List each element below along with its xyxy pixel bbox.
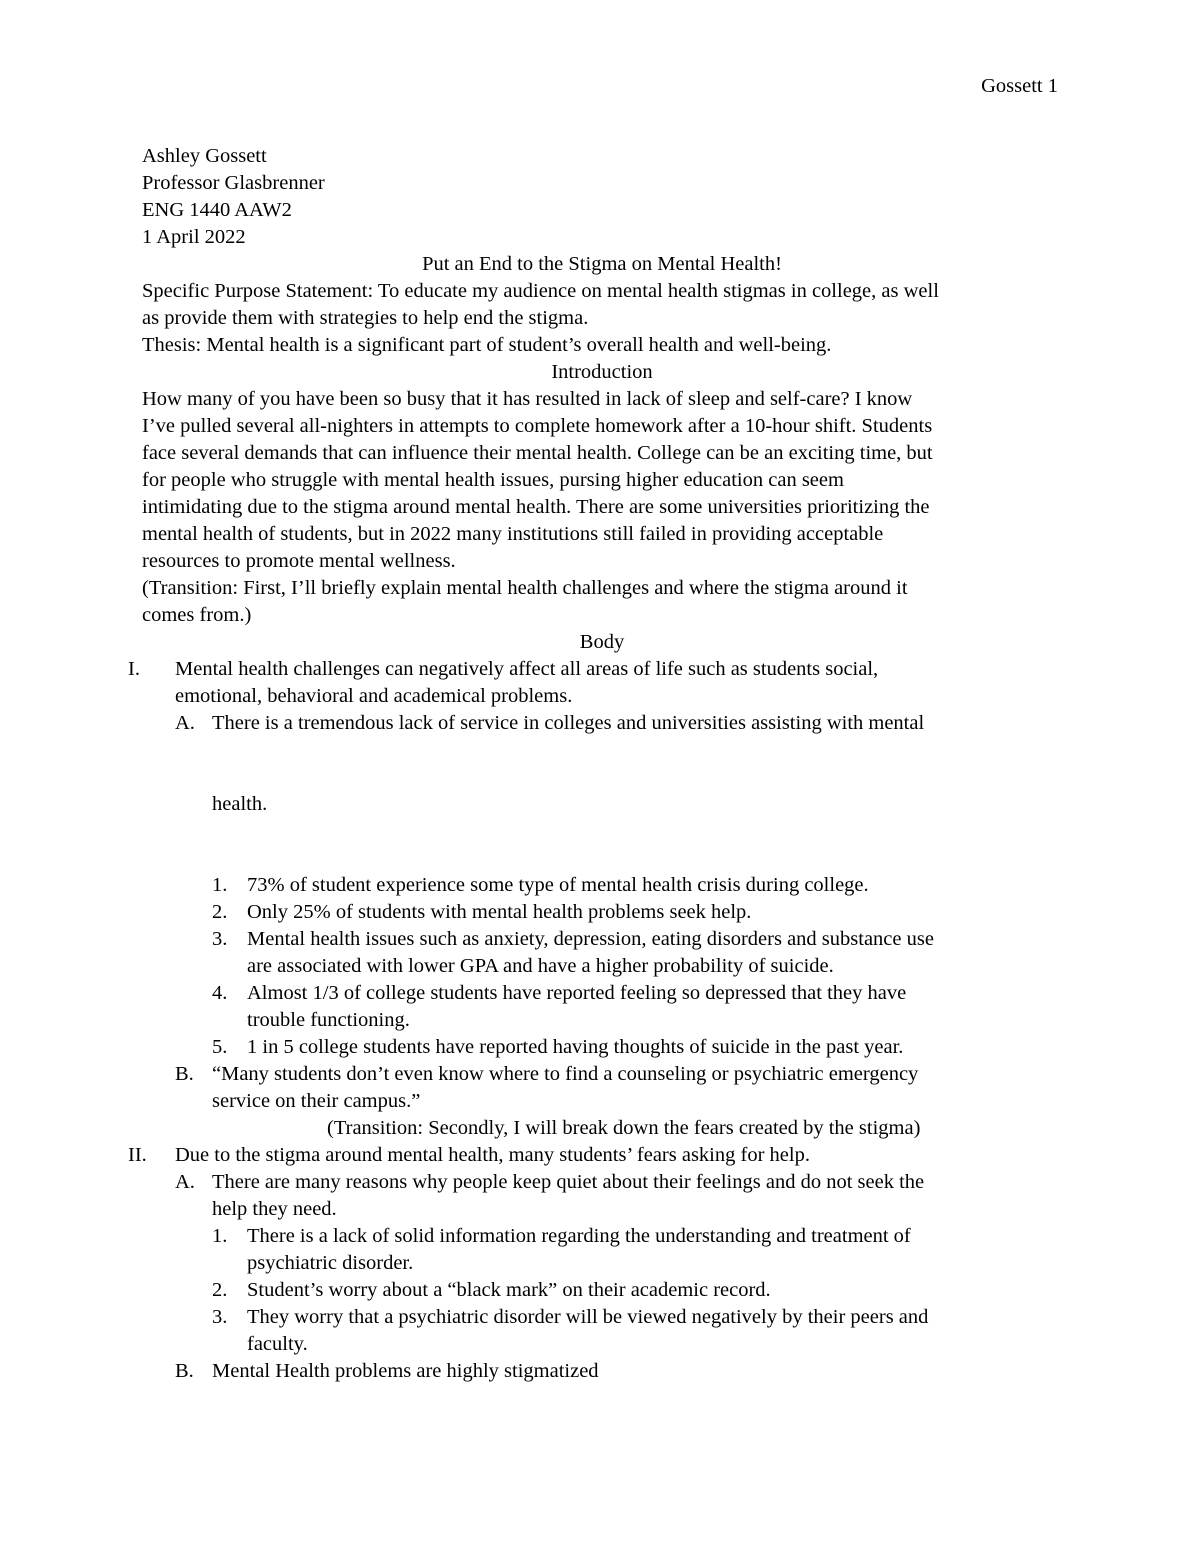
number-marker: 4. (212, 982, 228, 1004)
main-point-2 (128, 1142, 1062, 1169)
list-item (142, 926, 1062, 980)
document-date: 1 April 2022 (142, 226, 246, 248)
purpose-line-1: Specific Purpose Statement: To educate my audience on mental health stigmas in college, as well (142, 280, 939, 302)
main-point-1 (128, 656, 1062, 710)
subpoint-line: There are many reasons why people keep quiet about their feelings and do not seek the (212, 1171, 925, 1193)
list-item-line: Mental health issues such as anxiety, depression, eating disorders and substance use (247, 928, 934, 950)
author-name: Ashley Gossett (142, 145, 267, 167)
subpoint-line: health. (212, 793, 268, 815)
subpoint-2b (142, 1358, 1062, 1385)
page-number: Gossett 1 (981, 75, 1058, 97)
intro-transition-line: comes from.) (142, 604, 252, 626)
list-item (142, 980, 1062, 1034)
main-point-line: Due to the stigma around mental health, many students’ fears asking for help. (175, 1144, 810, 1166)
introduction-heading: Introduction (551, 361, 653, 383)
intro-line: face several demands that can influence their mental health. College can be an exciting time, but (142, 442, 933, 464)
document-title: Put an End to the Stigma on Mental Health! (422, 253, 782, 275)
list-item (142, 1304, 1062, 1358)
list-item-line: Student’s worry about a “black mark” on their academic record. (247, 1279, 771, 1301)
list-item (142, 1277, 1062, 1304)
intro-line: How many of you have been so busy that it has resulted in lack of sleep and self-care? I know (142, 388, 913, 410)
list-item-line: Almost 1/3 of college students have reported feeling so depressed that they have (247, 982, 907, 1004)
intro-line: for people who struggle with mental health issues, pursing higher education can seem (142, 469, 844, 491)
letter-marker: B. (175, 1063, 194, 1085)
number-marker: 1. (212, 874, 228, 896)
list-item-line: They worry that a psychiatric disorder will be viewed negatively by their peers and (247, 1306, 929, 1328)
letter-marker: A. (175, 712, 195, 734)
roman-numeral: I. (128, 658, 140, 680)
intro-line: mental health of students, but in 2022 many institutions still failed in providing acceptable (142, 523, 884, 545)
number-marker: 3. (212, 1306, 228, 1328)
list-item (142, 1034, 1062, 1061)
list-item-line: psychiatric disorder. (247, 1252, 414, 1274)
list-item (142, 899, 1062, 926)
intro-line: intimidating due to the stigma around mental health. There are some universities prioritizing the (142, 496, 930, 518)
subpoint-1a (142, 710, 1062, 818)
intro-line: resources to promote mental wellness. (142, 550, 456, 572)
number-marker: 2. (212, 901, 228, 923)
list-item-line: Only 25% of students with mental health problems seek help. (247, 901, 752, 923)
main-point-line: Mental health challenges can negatively affect all areas of life such as students social, (175, 658, 879, 680)
list-item-line: There is a lack of solid information regarding the understanding and treatment of (247, 1225, 911, 1247)
course-code: ENG 1440 AAW2 (142, 199, 292, 221)
list-item-line: 73% of student experience some type of mental health crisis during college. (247, 874, 869, 896)
subpoint-line: “Many students don’t even know where to find a counseling or psychiatric emergency (212, 1063, 919, 1085)
list-item-line: are associated with lower GPA and have a higher probability of suicide. (247, 955, 834, 977)
subpoint-line: Mental Health problems are highly stigmatized (212, 1360, 599, 1382)
main-point-line: emotional, behavioral and academical problems. (175, 685, 573, 707)
document-content (128, 143, 1062, 1385)
body-heading: Body (579, 631, 625, 653)
letter-marker: B. (175, 1360, 194, 1382)
list-item-line: trouble functioning. (247, 1009, 410, 1031)
number-marker: 3. (212, 928, 228, 950)
professor-name: Professor Glasbrenner (142, 172, 325, 194)
subpoint-2a (142, 1169, 1062, 1223)
intro-line: I’ve pulled several all-nighters in attempts to complete homework after a 10-hour shift. Students (142, 415, 933, 437)
subpoint-line: help they need. (212, 1198, 337, 1220)
subpoint-line: There is a tremendous lack of service in colleges and universities assisting with mental (212, 712, 925, 734)
intro-transition-line: (Transition: First, I’ll briefly explain mental health challenges and where the stigma around it (142, 577, 908, 599)
list-item (142, 872, 1062, 899)
roman-numeral: II. (128, 1144, 147, 1166)
purpose-line-2: as provide them with strategies to help end the stigma. (142, 307, 589, 329)
number-marker: 5. (212, 1036, 228, 1058)
thesis: Thesis: Mental health is a significant part of student’s overall health and well-being. (142, 334, 832, 356)
letter-marker: A. (175, 1171, 195, 1193)
subpoint-line: service on their campus.” (212, 1090, 421, 1112)
subpoint-1b (142, 1061, 1062, 1115)
list-item-line: 1 in 5 college students have reported having thoughts of suicide in the past year. (247, 1036, 904, 1058)
list-item (142, 1223, 1062, 1277)
number-marker: 1. (212, 1225, 228, 1247)
body-transition: (Transition: Secondly, I will break down the fears created by the stigma) (327, 1117, 921, 1139)
number-marker: 2. (212, 1279, 228, 1301)
list-item-line: faculty. (247, 1333, 308, 1355)
